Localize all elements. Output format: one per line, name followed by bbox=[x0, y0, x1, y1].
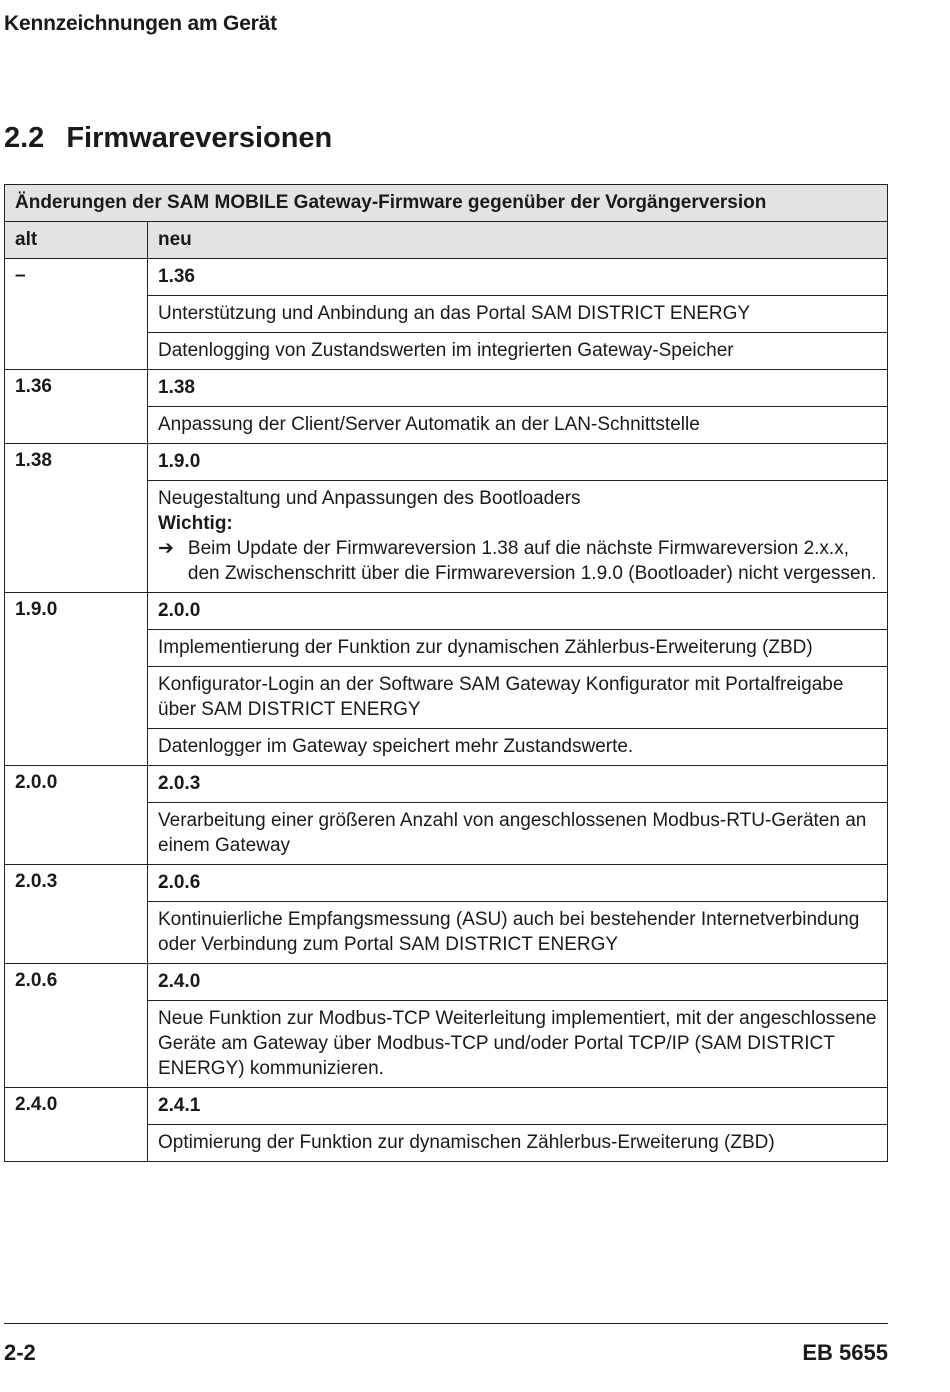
table-row bbox=[5, 370, 888, 407]
firmware-table bbox=[4, 184, 888, 1162]
table-row bbox=[5, 259, 888, 296]
table-row bbox=[5, 766, 888, 803]
table-row bbox=[5, 593, 888, 630]
change-item bbox=[148, 481, 888, 593]
change-item: Datenlogger im Gateway speichert mehr Zustandswerte. bbox=[148, 729, 888, 766]
change-item-text: Neugestaltung und Anpassungen des Bootloaders bbox=[158, 488, 581, 509]
old-version: 1.36 bbox=[5, 370, 148, 444]
new-version: 1.9.0 bbox=[148, 444, 888, 481]
table-row bbox=[5, 964, 888, 1001]
change-item: Anpassung der Client/Server Automatik an der LAN-Schnittstelle bbox=[148, 407, 888, 444]
important-note bbox=[158, 536, 877, 586]
column-header-alt: alt bbox=[5, 222, 148, 259]
table-row bbox=[5, 1088, 888, 1125]
old-version: 2.0.0 bbox=[5, 766, 148, 865]
change-item: Datenlogging von Zustandswerten im integrierten Gateway-Speicher bbox=[148, 333, 888, 370]
new-version: 1.36 bbox=[148, 259, 888, 296]
footer-rule bbox=[4, 1323, 888, 1324]
change-item: Unterstützung und Anbindung an das Portal SAM DISTRICT ENERGY bbox=[148, 296, 888, 333]
table-caption: Änderungen der SAM MOBILE Gateway-Firmware gegenüber der Vorgängerversion bbox=[5, 185, 888, 222]
old-version: – bbox=[5, 259, 148, 370]
new-version: 2.4.0 bbox=[148, 964, 888, 1001]
old-version: 1.38 bbox=[5, 444, 148, 593]
section-number: 2.2 bbox=[4, 122, 45, 154]
page-number: 2-2 bbox=[4, 1340, 36, 1365]
table-row bbox=[5, 865, 888, 902]
section-title bbox=[4, 122, 332, 155]
table-row bbox=[5, 444, 888, 481]
old-version: 1.9.0 bbox=[5, 593, 148, 766]
section-heading: Firmwareversionen bbox=[66, 122, 333, 154]
change-item: Neue Funktion zur Modbus-TCP Weiterleitung implementiert, mit der angeschlossene Geräte am Gateway über Modbus-TCP und/oder Portal TCP/IP (SAM DISTRICT ENERGY) kommunizieren. bbox=[148, 1001, 888, 1088]
important-label: Wichtig: bbox=[158, 513, 233, 534]
new-version: 2.4.1 bbox=[148, 1088, 888, 1125]
old-version: 2.0.3 bbox=[5, 865, 148, 964]
change-item: Optimierung der Funktion zur dynamischen Zählerbus-Erweiterung (ZBD) bbox=[148, 1125, 888, 1162]
change-item: Verarbeitung einer größeren Anzahl von angeschlossenen Modbus-RTU-Geräten an einem Gateway bbox=[148, 803, 888, 865]
new-version: 2.0.0 bbox=[148, 593, 888, 630]
change-item: Konfigurator-Login an der Software SAM Gateway Konfigurator mit Portalfreigabe über SAM DISTRICT ENERGY bbox=[148, 667, 888, 729]
change-item: Implementierung der Funktion zur dynamischen Zählerbus-Erweiterung (ZBD) bbox=[148, 630, 888, 667]
change-item: Kontinuierliche Empfangsmessung (ASU) auch bei bestehender Internetverbindung oder Verbindung zum Portal SAM DISTRICT ENERGY bbox=[148, 902, 888, 964]
column-header-neu: neu bbox=[148, 222, 888, 259]
old-version: 2.4.0 bbox=[5, 1088, 148, 1162]
important-text: Beim Update der Firmwareversion 1.38 auf die nächste Firmwareversion 2.x.x, den Zwischenschritt über die Firmwareversion 1.9.0 (Bootloader) nicht vergessen. bbox=[187, 538, 877, 584]
arrow-right-icon: ➔ bbox=[158, 538, 174, 559]
running-head: Kennzeichnungen am Gerät bbox=[4, 12, 277, 35]
new-version: 2.0.6 bbox=[148, 865, 888, 902]
new-version: 1.38 bbox=[148, 370, 888, 407]
new-version: 2.0.3 bbox=[148, 766, 888, 803]
old-version: 2.0.6 bbox=[5, 964, 148, 1088]
document-number: EB 5655 bbox=[802, 1340, 888, 1365]
